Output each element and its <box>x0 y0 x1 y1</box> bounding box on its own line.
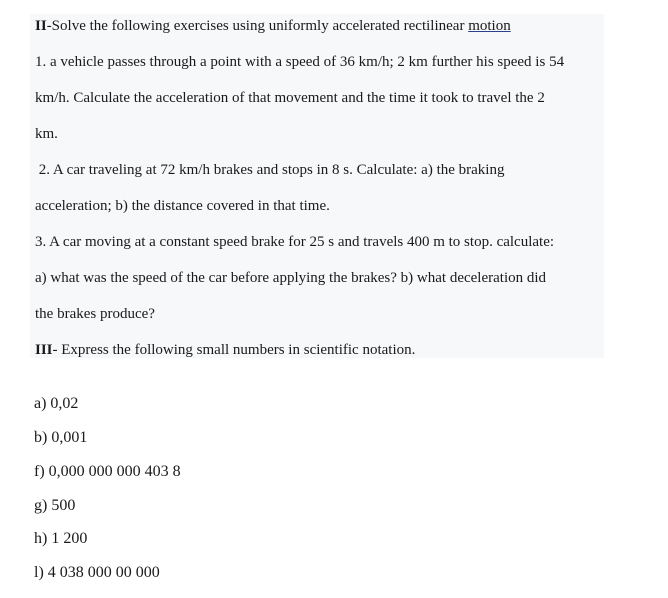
section-2-title: -Solve the following exercises using uniformly accelerated rectilinear <box>46 18 469 34</box>
exercise-1-line-1: 1. a vehicle passes through a point with a speed of 36 km/h; 2 km further his speed is 54 <box>35 54 565 70</box>
motion-link[interactable]: motion <box>468 18 511 34</box>
answer-a: a) 0,02 <box>34 395 79 412</box>
exercise-2-line-1: 2. A car traveling at 72 km/h brakes and stops in 8 s. Calculate: a) the braking <box>35 162 505 178</box>
answer-l: l) 4 038 000 00 000 <box>34 564 160 581</box>
answer-h: h) 1 200 <box>34 530 88 547</box>
section-3-number: III <box>35 342 53 358</box>
answer-b: b) 0,001 <box>34 429 88 446</box>
exercise-1-line-3: km. <box>35 126 58 142</box>
section-2-number: II <box>35 18 47 34</box>
exercise-block <box>30 14 604 358</box>
exercise-3-line-3: the brakes produce? <box>35 306 155 322</box>
answer-f: f) 0,000 000 000 403 8 <box>34 463 181 480</box>
exercise-1-line-2: km/h. Calculate the acceleration of that movement and the time it took to travel the 2 <box>35 90 545 106</box>
answer-g: g) 500 <box>34 497 76 514</box>
section-3-heading <box>35 341 415 359</box>
exercise-3-line-1: 3. A car moving at a constant speed brake for 25 s and travels 400 m to stop. calculate: <box>35 234 555 250</box>
section-3-title: - Express the following small numbers in scientific notation. <box>52 342 416 358</box>
exercise-3-line-2: a) what was the speed of the car before applying the brakes? b) what deceleration did <box>35 270 547 286</box>
exercise-2-line-2: acceleration; b) the distance covered in that time. <box>35 198 330 214</box>
section-2-heading <box>35 17 511 35</box>
